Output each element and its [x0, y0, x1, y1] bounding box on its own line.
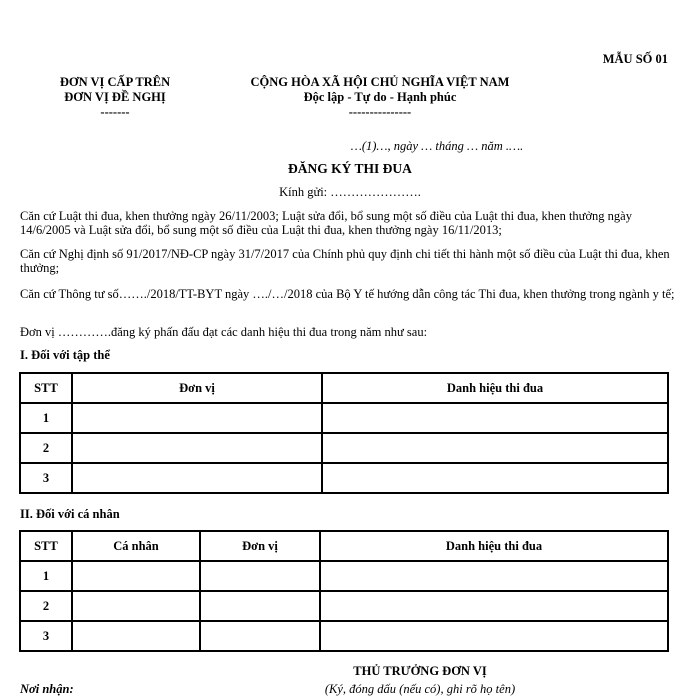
person-cell: [72, 591, 200, 621]
column-header-stt: STT: [20, 373, 72, 403]
row-number: 2: [20, 591, 72, 621]
form-code: MẪU SỐ 01: [602, 52, 668, 66]
row-number: 3: [20, 621, 72, 651]
signature-instruction: (Ký, đóng dấu (nếu có), ghi rõ họ tên): [324, 682, 516, 696]
row-number: 1: [20, 403, 72, 433]
legal-basis-paragraph-1: Căn cứ Luật thi đua, khen thưởng ngày 26/11/2003; Luật sửa đổi, bổ sung một số điều của Luật thi đua, khen thưởng ngày 14/6/2005 và Luật sửa đổi, bổ sung một số điều của Luật thi đua, khen thưởng ngày 16/11/2013;: [20, 209, 632, 237]
parent-unit-label: ĐƠN VỊ CẤP TRÊN: [59, 75, 171, 89]
title-cell: [320, 561, 668, 591]
national-header: [215, 75, 545, 120]
column-header-unit: Đơn vị: [200, 531, 320, 561]
issuing-unit-header: [40, 75, 190, 120]
national-title: CỘNG HÒA XÃ HỘI CHỦ NGHĨA VIỆT NAM: [250, 75, 510, 89]
table-row: [20, 621, 668, 651]
collective-table: [19, 372, 669, 494]
column-header-title: Danh hiệu thi đua: [322, 373, 668, 403]
unit-cell: [72, 403, 322, 433]
person-cell: [72, 561, 200, 591]
left-header-separator: -------: [100, 105, 130, 119]
national-motto: Độc lập - Tự do - Hạnh phúc: [303, 90, 457, 104]
signatory-title: THỦ TRƯỞNG ĐƠN VỊ: [353, 664, 487, 678]
unit-cell: [72, 433, 322, 463]
title-cell: [322, 433, 668, 463]
date-line: …(1)…, ngày … tháng … năm .….: [350, 139, 524, 153]
row-number: 1: [20, 561, 72, 591]
recipients-label: Nơi nhận:: [20, 682, 74, 696]
table-row: [20, 403, 668, 433]
section-individual-heading: II. Đối với cá nhân: [20, 507, 120, 521]
column-header-unit: Đơn vị: [72, 373, 322, 403]
section-collective-heading: I. Đối với tập thể: [20, 348, 110, 362]
legal-basis-paragraph-2: Căn cứ Nghị định số 91/2017/NĐ-CP ngày 31/7/2017 của Chính phủ quy định chi tiết thi hành một số điều của Luật thi đua, khen thưởng;: [20, 247, 670, 275]
person-cell: [72, 621, 200, 651]
unit-cell: [72, 463, 322, 493]
table-header-row: [20, 531, 668, 561]
table-row: [20, 463, 668, 493]
row-number: 3: [20, 463, 72, 493]
title-cell: [320, 621, 668, 651]
document-title: ĐĂNG KÝ THI ĐUA: [288, 161, 412, 176]
title-cell: [320, 591, 668, 621]
column-header-stt: STT: [20, 531, 72, 561]
recipient-line: Kính gửi: ………………….: [279, 185, 421, 199]
table-row: [20, 561, 668, 591]
table-row: [20, 433, 668, 463]
title-cell: [322, 403, 668, 433]
column-header-title: Danh hiệu thi đua: [320, 531, 668, 561]
table-header-row: [20, 373, 668, 403]
title-cell: [322, 463, 668, 493]
table-row: [20, 591, 668, 621]
column-header-person: Cá nhân: [72, 531, 200, 561]
individual-table: [19, 530, 669, 652]
registration-statement: Đơn vị ………….đăng ký phấn đấu đạt các danh hiệu thi đua trong năm như sau:: [20, 325, 428, 339]
proposing-unit-label: ĐƠN VỊ ĐỀ NGHỊ: [64, 90, 166, 104]
legal-basis-paragraph-3: Căn cứ Thông tư số……./2018/TT-BYT ngày …./…/2018 của Bộ Y tế hướng dẫn công tác Thi đua, khen thưởng trong ngành y tế;: [20, 287, 675, 301]
unit-cell: [200, 621, 320, 651]
unit-cell: [200, 561, 320, 591]
right-header-separator: ---------------: [348, 105, 412, 119]
unit-cell: [200, 591, 320, 621]
row-number: 2: [20, 433, 72, 463]
